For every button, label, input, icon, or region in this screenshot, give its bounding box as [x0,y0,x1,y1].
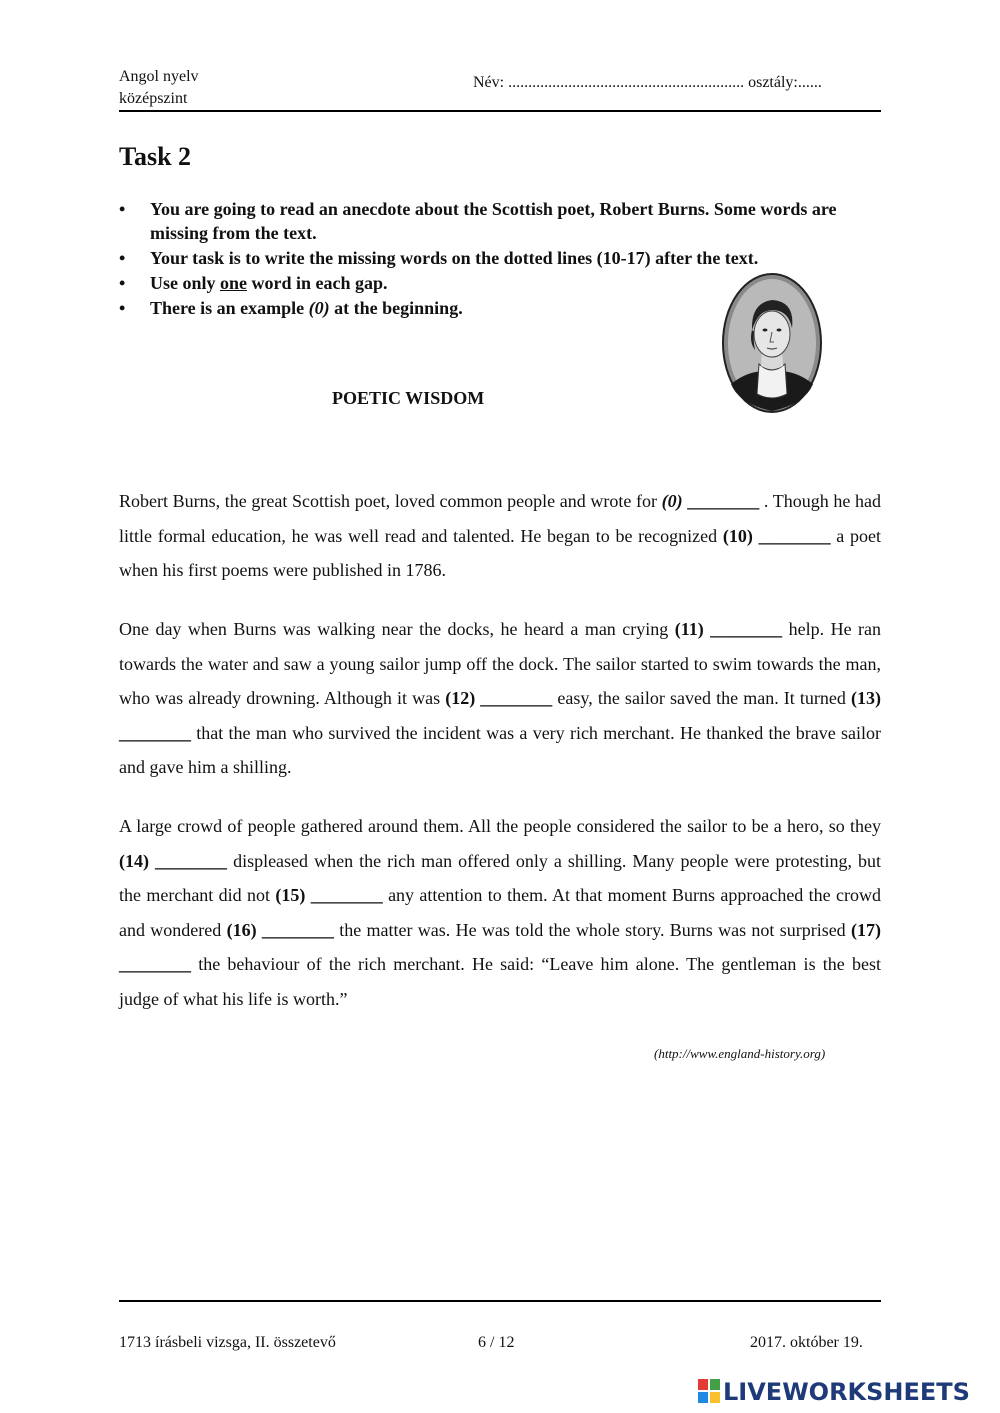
instruction-item: • Use only one word in each gap. [119,273,388,293]
paragraph-1: Robert Burns, the great Scottish poet, loved common people and wrote for (0) ________ . Though he had little formal education, he was well read and talented. He began to be recognized (10) ________ a poet when his first poems were published in 1786. [119,491,882,580]
task-title: Task 2 [119,142,192,171]
emphasis-example: (0) [308,298,330,318]
text-title: POETIC WISDOM [332,388,485,408]
gap-13[interactable]: (13) ________ [119,688,882,743]
robert-burns-portrait [721,272,823,414]
gap-14[interactable]: (14) ________ [119,850,228,871]
footer-date: 2017. október 19. [750,1334,863,1351]
paragraph-3: A large crowd of people gathered around them. All the people considered the sailor to be a hero, so they (14) ________ displeased when the rich man offered only a shilling. Many people were protesting, but the merchant did not (15) ________ any attention to them. At that moment Burns approached the crowd and wondered (16) ________ the matter was. He was told the whole story. Burns was not surprised (17) ________ the behaviour of the rich merchant. He said: “Leave him alone. The gentleman is the best judge of what his life is worth.” [119,816,881,1009]
footer-rule [119,1300,881,1302]
footer-exam: 1713 írásbeli vizsga, II. összetevő [119,1334,336,1351]
bullet-icon: • [119,248,126,268]
header-left [119,66,199,110]
instruction-item: • There is an example (0) at the beginning. [119,298,463,318]
bullet-icon: • [119,273,126,293]
gap-17[interactable]: (17) ________ [119,919,881,974]
gap-15[interactable]: (15) ________ [275,885,383,905]
subject-label: Angol nyelv [119,68,199,85]
gap-11[interactable]: (11) ________ [674,619,783,639]
gap-12[interactable]: (12) ________ [445,688,553,708]
emphasis-one: one [220,273,248,293]
instruction-item: • Your task is to write the missing words on the dotted lines (10-17) after the text. [119,248,759,268]
name-class-field: Név: ........................................................... osztály:...... [473,74,822,91]
bullet-icon: • [119,199,126,219]
header-rule [119,110,881,112]
liveworksheets-logo [698,1378,970,1406]
bullet-icon: • [119,298,126,318]
footer-page: 6 / 12 [478,1334,515,1351]
gap-0[interactable]: (0) ________ [661,491,760,511]
brand-name: LIVEWORKSHEETS [723,1378,970,1406]
level-label: középszint [119,90,188,107]
gap-16[interactable]: (16) ________ [226,919,334,940]
gap-10[interactable]: (10) ________ [722,525,831,546]
source-citation: (http://www.england-history.org) [654,1046,826,1061]
liveworksheets-icon [698,1379,720,1403]
instruction-item: • You are going to read an anecdote about the Scottish poet, Robert Burns. Some words are missing from the text. [119,199,837,243]
paragraph-2: One day when Burns was walking near the docks, he heard a man crying (11) ________ help. He ran towards the water and saw a young sailor jump off the dock. The sailor started to swim towards the man, who was already drowning. Although it was (12) ________ easy, the sailor saved the man. It turned (13) ________ that the man who survived the incident was a very rich merchant. He thanked the brave sailor and gave him a shilling. [119,619,882,777]
